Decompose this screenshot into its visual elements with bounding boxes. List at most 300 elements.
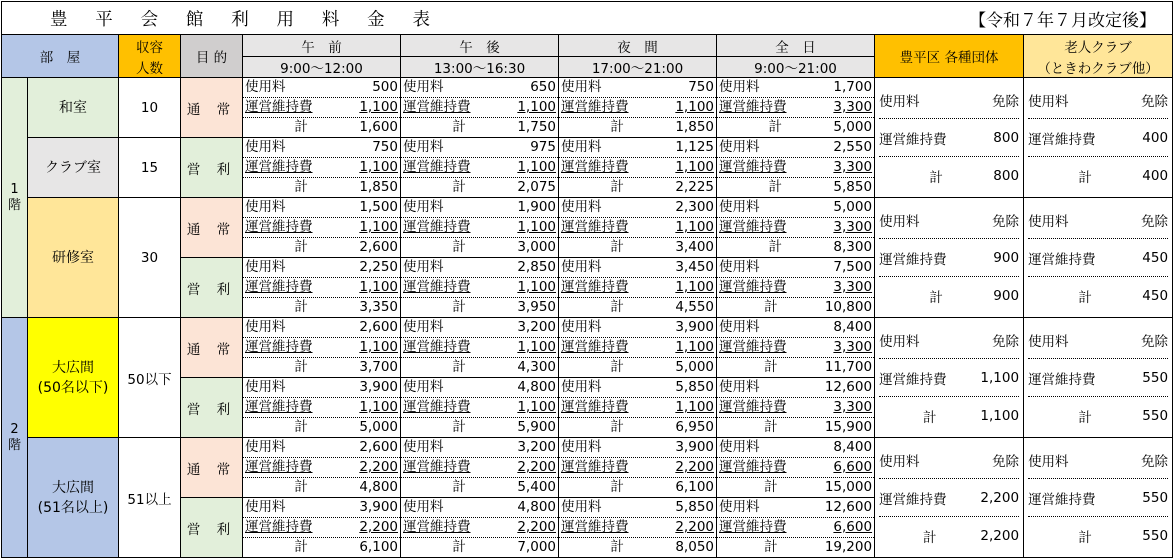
fee-label — [243, 498, 359, 517]
fee-line — [559, 278, 716, 298]
fee-label-text: 使用料 — [719, 199, 760, 215]
fee-line — [401, 338, 558, 358]
discount-label: 使用料 — [1028, 213, 1069, 230]
fee-value: 2,075 — [517, 179, 556, 195]
fee-value: 15,000 — [824, 479, 873, 495]
fee-line — [717, 498, 874, 518]
fee-cell — [243, 78, 401, 138]
fee-label — [243, 138, 372, 157]
fee-label — [401, 158, 517, 177]
fee-value: 8,300 — [833, 239, 873, 255]
fee-line — [717, 278, 874, 298]
fee-label — [243, 518, 359, 537]
floor-number: 1 — [10, 181, 19, 197]
floor-label — [2, 78, 28, 318]
fee-label — [243, 178, 359, 197]
fee-label — [401, 98, 517, 117]
fee-value: 3,350 — [359, 299, 398, 315]
fee-label — [243, 418, 359, 437]
fee-value: 2,200 — [359, 459, 398, 475]
fee-value: 3,300 — [833, 339, 873, 355]
fee-value: 6,600 — [833, 519, 873, 535]
floor-suffix: 階 — [7, 197, 21, 213]
discount-label: 運営維持費 — [879, 371, 947, 388]
fee-label-text: 計 — [764, 299, 778, 315]
fee-line — [717, 178, 874, 197]
fee-value: 1,100 — [359, 339, 398, 355]
fee-label — [717, 298, 825, 317]
fee-label — [559, 178, 675, 197]
discount-label: 計 — [922, 409, 937, 426]
fee-label-text: 使用料 — [719, 379, 760, 395]
discount-label: 運営維持費 — [1028, 371, 1096, 388]
fee-line — [717, 378, 874, 398]
fee-cell — [717, 438, 875, 498]
fee-cell — [559, 138, 717, 198]
discount-label: 使用料 — [1028, 453, 1069, 470]
fee-label — [401, 338, 517, 357]
fee-label — [401, 378, 517, 397]
fee-value: 3,450 — [675, 259, 714, 275]
fee-line — [717, 418, 874, 437]
fee-value: 5,850 — [675, 499, 714, 515]
room-capacity: 51以上 — [119, 438, 181, 558]
fee-line — [243, 158, 400, 178]
fee-line — [559, 78, 716, 98]
fee-label-text: 運営維持費 — [561, 519, 629, 535]
fee-line — [243, 238, 400, 257]
fee-label-text: 計 — [768, 239, 782, 255]
fee-label — [401, 478, 517, 497]
fee-value: 3,400 — [675, 239, 714, 255]
fee-label — [401, 418, 517, 437]
fee-label-text: 計 — [610, 359, 624, 375]
fee-cell — [559, 378, 717, 438]
fee-value: 3,300 — [833, 159, 873, 175]
fee-label — [717, 398, 833, 417]
fee-label-text: 計 — [768, 119, 782, 135]
fee-value: 5,400 — [517, 479, 556, 495]
fee-value: 750 — [372, 139, 398, 155]
fee-line — [401, 98, 558, 118]
fee-label-text: 使用料 — [403, 439, 444, 455]
fee-label — [717, 278, 833, 297]
discount-value: 900 — [993, 287, 1020, 304]
slot-fullday-name: 全 日 — [717, 35, 875, 57]
fee-line — [401, 538, 558, 557]
fee-value: 12,600 — [824, 499, 873, 515]
fee-value: 1,100 — [675, 279, 714, 295]
fee-label — [717, 258, 833, 277]
fee-value: 1,500 — [359, 199, 398, 215]
fee-value: 5,000 — [675, 359, 714, 375]
fee-line — [401, 118, 558, 137]
fee-value: 2,200 — [675, 519, 714, 535]
discount-value: 免除 — [992, 453, 1020, 470]
fee-label-text: 計 — [452, 359, 466, 375]
fee-label — [559, 338, 675, 357]
fee-cell — [401, 138, 559, 198]
fee-line — [559, 298, 716, 317]
slot-evening-name: 夜 間 — [559, 35, 717, 57]
room-capacity: 15 — [119, 138, 181, 198]
discount-value: 450 — [1142, 287, 1169, 304]
fee-label-text: 使用料 — [403, 259, 444, 275]
fee-label — [401, 218, 517, 237]
fee-line — [243, 78, 400, 98]
fee-block — [401, 138, 558, 197]
fee-label-text: 運営維持費 — [403, 519, 471, 535]
fee-cell — [401, 498, 559, 558]
fee-line — [717, 78, 874, 98]
fee-value: 1,850 — [675, 119, 714, 135]
fee-label — [717, 478, 825, 497]
fee-value: 1,100 — [359, 219, 398, 235]
fee-value: 3,200 — [517, 439, 556, 455]
fee-cell — [401, 378, 559, 438]
fee-value: 5,850 — [833, 179, 873, 195]
discount-value: 900 — [993, 249, 1020, 266]
fee-line — [243, 358, 400, 377]
slot-evening-time: 17:00～21:00 — [559, 57, 717, 78]
fee-label-text: 運営維持費 — [719, 519, 787, 535]
fee-label-text: 使用料 — [245, 439, 286, 455]
fee-line — [243, 278, 400, 298]
fee-line — [243, 498, 400, 518]
room-capacity: 50以下 — [119, 318, 181, 438]
fee-value: 1,100 — [359, 99, 398, 115]
fee-label-text: 計 — [610, 419, 624, 435]
fee-label-text: 運営維持費 — [245, 159, 313, 175]
fee-line — [559, 318, 716, 338]
room-capacity: 10 — [119, 78, 181, 138]
fee-label-text: 計 — [452, 179, 466, 195]
fee-label-text: 使用料 — [719, 259, 760, 275]
fee-label-text: 使用料 — [403, 139, 444, 155]
fee-label — [243, 538, 359, 557]
discount-label: 計 — [1078, 169, 1092, 186]
fee-cell — [401, 258, 559, 318]
discount-value: 免除 — [992, 93, 1020, 110]
fee-label — [401, 278, 517, 297]
purpose-cell: 通 常 — [181, 318, 243, 378]
fee-cell — [243, 438, 401, 498]
discount-label: 使用料 — [879, 213, 920, 230]
fee-value: 1,900 — [517, 199, 556, 215]
toyohira-discount-cell — [875, 78, 1024, 198]
fee-block — [717, 78, 874, 137]
fee-value: 3,900 — [675, 439, 714, 455]
fee-line — [401, 358, 558, 377]
fee-value: 4,800 — [359, 479, 398, 495]
fee-line — [401, 238, 558, 257]
fee-label-text: 運営維持費 — [245, 99, 313, 115]
fee-line — [717, 258, 874, 278]
fee-value: 1,100 — [517, 399, 556, 415]
discount-label: 運営維持費 — [879, 131, 947, 148]
fee-label — [243, 198, 359, 217]
discount-line — [1028, 81, 1168, 119]
room-name-text: 大広間 — [52, 479, 94, 496]
fee-label — [717, 538, 825, 557]
fee-value: 500 — [372, 79, 398, 95]
fee-block — [401, 498, 558, 557]
fee-label-text: 計 — [610, 539, 624, 555]
fee-label-text: 使用料 — [245, 319, 286, 335]
fee-value: 3,300 — [833, 279, 873, 295]
fee-block — [243, 438, 400, 497]
fee-value: 7,500 — [833, 259, 873, 275]
fee-cell — [243, 378, 401, 438]
fee-label — [559, 278, 675, 297]
fee-cell — [243, 258, 401, 318]
fee-line — [243, 118, 400, 137]
fee-label-text: 運営維持費 — [403, 459, 471, 475]
fee-value: 2,200 — [517, 459, 556, 475]
fee-label-text: 計 — [452, 539, 466, 555]
fee-label — [717, 358, 825, 377]
fee-value: 1,100 — [517, 219, 556, 235]
discount-label: 使用料 — [879, 333, 920, 350]
purpose-cell: 通 常 — [181, 438, 243, 498]
fee-label — [401, 498, 517, 517]
fee-value: 3,900 — [359, 499, 398, 515]
fee-label-text: 計 — [610, 299, 624, 315]
discount-line — [1028, 397, 1168, 434]
room-name-note: (50名以下) — [37, 379, 109, 396]
fee-line — [717, 358, 874, 377]
fee-value: 8,400 — [833, 319, 873, 335]
fee-cell — [243, 138, 401, 198]
fee-value: 3,700 — [359, 359, 398, 375]
fee-line — [559, 358, 716, 377]
fee-value: 1,100 — [359, 399, 398, 415]
fee-block — [401, 198, 558, 257]
fee-line — [559, 178, 716, 197]
fee-block — [243, 138, 400, 197]
fee-line — [559, 518, 716, 538]
room-name — [28, 198, 119, 318]
purpose-cell: 通 常 — [181, 78, 243, 138]
fee-line — [559, 118, 716, 137]
table-title: 豊 平 会 館 利 用 料 金 表 — [50, 9, 430, 30]
fee-label-text: 使用料 — [719, 439, 760, 455]
fee-label-text: 計 — [610, 179, 624, 195]
fee-value: 1,100 — [517, 279, 556, 295]
fee-label-text: 計 — [294, 239, 308, 255]
fee-line — [559, 138, 716, 158]
discount-line — [879, 81, 1019, 119]
fee-label-text: 計 — [452, 239, 466, 255]
fee-label-text: 使用料 — [719, 139, 760, 155]
fee-block — [717, 498, 874, 557]
fee-label — [717, 438, 833, 457]
fee-label-text: 計 — [452, 419, 466, 435]
fee-label — [717, 118, 833, 137]
fee-line — [559, 398, 716, 418]
fee-label-text: 使用料 — [561, 79, 602, 95]
purpose-cell: 営 利 — [181, 498, 243, 558]
fee-value: 5,000 — [833, 119, 873, 135]
fee-label — [559, 198, 675, 217]
fee-label — [559, 378, 675, 397]
slot-fullday-time: 9:00～21:00 — [717, 57, 875, 78]
fee-label — [717, 498, 825, 517]
fee-value: 4,800 — [517, 379, 556, 395]
fee-label-text: 運営維持費 — [403, 399, 471, 415]
fee-cell — [717, 498, 875, 558]
fee-value: 2,200 — [675, 459, 714, 475]
fee-line — [401, 438, 558, 458]
fee-label-text: 運営維持費 — [561, 399, 629, 415]
fee-line — [243, 298, 400, 317]
fee-label — [401, 238, 517, 257]
fee-cell — [559, 438, 717, 498]
fee-line — [243, 178, 400, 197]
fee-line — [559, 458, 716, 478]
fee-block — [717, 318, 874, 377]
fee-table-sheet — [0, 1, 1173, 556]
fee-line — [559, 258, 716, 278]
discount-label: 運営維持費 — [879, 491, 947, 508]
fee-label — [243, 358, 359, 377]
discount-label: 計 — [922, 529, 937, 546]
fee-label-text: 使用料 — [245, 379, 286, 395]
fee-block — [717, 438, 874, 497]
elderly-club-header-line1: 老人クラブ — [1024, 35, 1173, 57]
fee-label-text: 運営維持費 — [561, 279, 629, 295]
fee-line — [243, 458, 400, 478]
fee-label — [717, 158, 833, 177]
discount-label: 使用料 — [879, 93, 920, 110]
fee-value: 1,700 — [833, 79, 873, 95]
fee-block — [559, 198, 716, 257]
fee-label — [559, 138, 675, 157]
fee-block — [243, 498, 400, 557]
fee-label-text: 運営維持費 — [245, 399, 313, 415]
discount-label: 運営維持費 — [1028, 251, 1096, 268]
fee-line — [717, 138, 874, 158]
fee-label-text: 運営維持費 — [561, 459, 629, 475]
fee-line — [559, 498, 716, 518]
fee-label-text: 使用料 — [245, 259, 286, 275]
fee-cell — [717, 138, 875, 198]
fee-line — [559, 98, 716, 118]
revision-note: 【令和７年７月改定後】 — [875, 2, 1173, 35]
fee-value: 1,600 — [359, 119, 398, 135]
discount-value: 免除 — [992, 333, 1020, 350]
fee-block — [717, 198, 874, 257]
fee-label — [401, 258, 517, 277]
fee-value: 11,700 — [824, 359, 873, 375]
fee-label — [717, 78, 833, 97]
fee-cell — [559, 258, 717, 318]
fee-label-text: 運営維持費 — [245, 519, 313, 535]
discount-value: 550 — [1142, 527, 1169, 544]
fee-line — [243, 318, 400, 338]
fee-row — [2, 78, 1173, 138]
fee-line — [401, 138, 558, 158]
fee-label-text: 運営維持費 — [561, 339, 629, 355]
fee-label — [717, 198, 833, 217]
fee-block — [401, 378, 558, 437]
fee-label — [243, 298, 359, 317]
fee-cell — [401, 318, 559, 378]
discount-value: 550 — [1142, 489, 1169, 506]
fee-label — [559, 318, 675, 337]
fee-block — [243, 318, 400, 377]
elderly-discount-cell — [1024, 438, 1173, 558]
fee-line — [559, 238, 716, 257]
fee-line — [401, 78, 558, 98]
fee-line — [401, 498, 558, 518]
fee-line — [717, 438, 874, 458]
fee-cell — [243, 498, 401, 558]
discount-line — [1028, 479, 1168, 517]
fee-label — [717, 378, 825, 397]
fee-label-text: 計 — [294, 299, 308, 315]
fee-cell — [717, 78, 875, 138]
fee-value: 19,200 — [824, 539, 873, 555]
fee-label-text: 使用料 — [561, 379, 602, 395]
fee-line — [401, 298, 558, 317]
fee-value: 2,225 — [675, 179, 714, 195]
fee-label — [243, 438, 359, 457]
fee-label-text: 運営維持費 — [245, 459, 313, 475]
fee-line — [559, 478, 716, 497]
discount-line — [879, 321, 1019, 359]
fee-value: 975 — [530, 139, 556, 155]
fee-label — [243, 98, 359, 117]
fee-line — [243, 478, 400, 497]
discount-line — [879, 397, 1019, 434]
room-capacity: 30 — [119, 198, 181, 318]
fee-row — [2, 318, 1173, 378]
fee-label-text: 運営維持費 — [719, 459, 787, 475]
fee-label — [559, 518, 675, 537]
discount-value: 2,200 — [980, 489, 1020, 506]
fee-cell — [717, 378, 875, 438]
fee-label-text: 運営維持費 — [719, 339, 787, 355]
fee-value: 2,600 — [359, 239, 398, 255]
fee-value: 4,550 — [675, 299, 714, 315]
fee-label — [559, 238, 675, 257]
fee-value: 1,100 — [675, 219, 714, 235]
discount-line — [1028, 119, 1168, 157]
fee-value: 1,100 — [517, 99, 556, 115]
fee-label-text: 計 — [452, 119, 466, 135]
room-name — [28, 78, 119, 138]
fee-value: 8,400 — [833, 439, 873, 455]
fee-label-text: 計 — [294, 359, 308, 375]
fee-label — [559, 298, 675, 317]
fee-value: 5,000 — [833, 199, 873, 215]
discount-label: 使用料 — [1028, 333, 1069, 350]
fee-value: 1,100 — [675, 99, 714, 115]
fee-value: 2,850 — [517, 259, 556, 275]
discount-line — [1028, 201, 1168, 239]
purpose-cell: 営 利 — [181, 258, 243, 318]
fee-value: 3,300 — [833, 399, 873, 415]
fee-value: 1,125 — [675, 139, 714, 155]
discount-line — [1028, 441, 1168, 479]
fee-block — [401, 258, 558, 317]
room-name-text: 大広間 — [52, 359, 94, 376]
fee-label — [401, 438, 517, 457]
fee-label-text: 運営維持費 — [561, 99, 629, 115]
fee-label — [559, 118, 675, 137]
fee-line — [717, 98, 874, 118]
